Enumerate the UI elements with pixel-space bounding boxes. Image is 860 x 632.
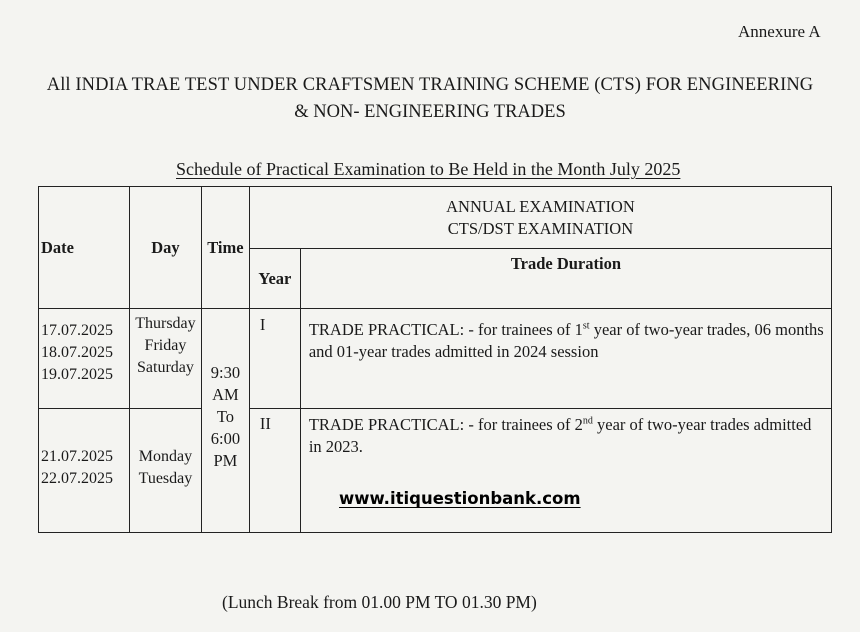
lunch-break-note: (Lunch Break from 01.00 PM TO 01.30 PM) <box>222 592 537 612</box>
row-1-year: I <box>249 309 300 409</box>
time-line: To <box>216 406 234 426</box>
time-line: AM <box>212 384 239 404</box>
schedule-heading: Schedule of Practical Examination to Be Held in the Month July 2025 <box>176 159 681 179</box>
desc-text: TRADE PRACTICAL: - for trainees of 1 <box>308 320 583 339</box>
date-cell: 21.07.2025 <box>41 448 113 465</box>
row-2-year: II <box>249 409 300 533</box>
ordinal-suffix: nd <box>582 415 593 427</box>
day-cell: Thursday <box>135 315 196 332</box>
row-2-description <box>300 409 831 533</box>
ordinal-suffix: st <box>582 320 590 332</box>
row-1-dates <box>39 309 130 409</box>
day-header: Day <box>129 187 201 309</box>
time-cell <box>201 309 249 533</box>
date-header: Date <box>39 187 130 309</box>
desc-text: TRADE PRACTICAL: - for trainees of 2 <box>308 415 583 434</box>
row-2-dates <box>39 409 130 533</box>
year-header: Year <box>249 249 300 309</box>
time-line: 9:30 <box>210 362 241 382</box>
website-link[interactable]: www.itiquestionbank.com <box>339 489 581 508</box>
row-2-days <box>129 409 201 533</box>
day-cell: Saturday <box>137 359 194 376</box>
row-1-description <box>300 309 831 409</box>
time-line: 6:00 <box>210 428 241 448</box>
document-title-line-2: & NON- ENGINEERING TRADES <box>294 102 566 122</box>
date-cell: 17.07.2025 <box>41 322 113 339</box>
time-line: PM <box>213 450 238 470</box>
exam-schedule-table <box>38 186 832 533</box>
day-cell: Monday <box>138 448 193 465</box>
document-title-line-1: All INDIA TRAE TEST UNDER CRAFTSMEN TRAINING SCHEME (CTS) FOR ENGINEERING <box>46 75 814 95</box>
desc-text: year of two-year trades admitted in 2023. <box>308 415 812 456</box>
trade-duration-header: Trade Duration <box>300 249 831 309</box>
annexure-label: Annexure A <box>738 22 821 41</box>
day-cell: Tuesday <box>138 470 193 487</box>
row-1-days <box>129 309 201 409</box>
time-header: Time <box>201 187 249 309</box>
day-cell: Friday <box>144 337 187 354</box>
desc-text: year of two-year trades, 06 months and 01-year trades admitted in 2024 session <box>308 320 824 361</box>
exam-header-line-2: CTS/DST EXAMINATION <box>447 218 634 238</box>
date-cell: 18.07.2025 <box>41 344 113 361</box>
date-cell: 19.07.2025 <box>41 366 113 383</box>
date-cell: 22.07.2025 <box>41 470 113 487</box>
annual-examination-header <box>249 187 831 249</box>
exam-header-line-1: ANNUAL EXAMINATION <box>446 196 635 216</box>
